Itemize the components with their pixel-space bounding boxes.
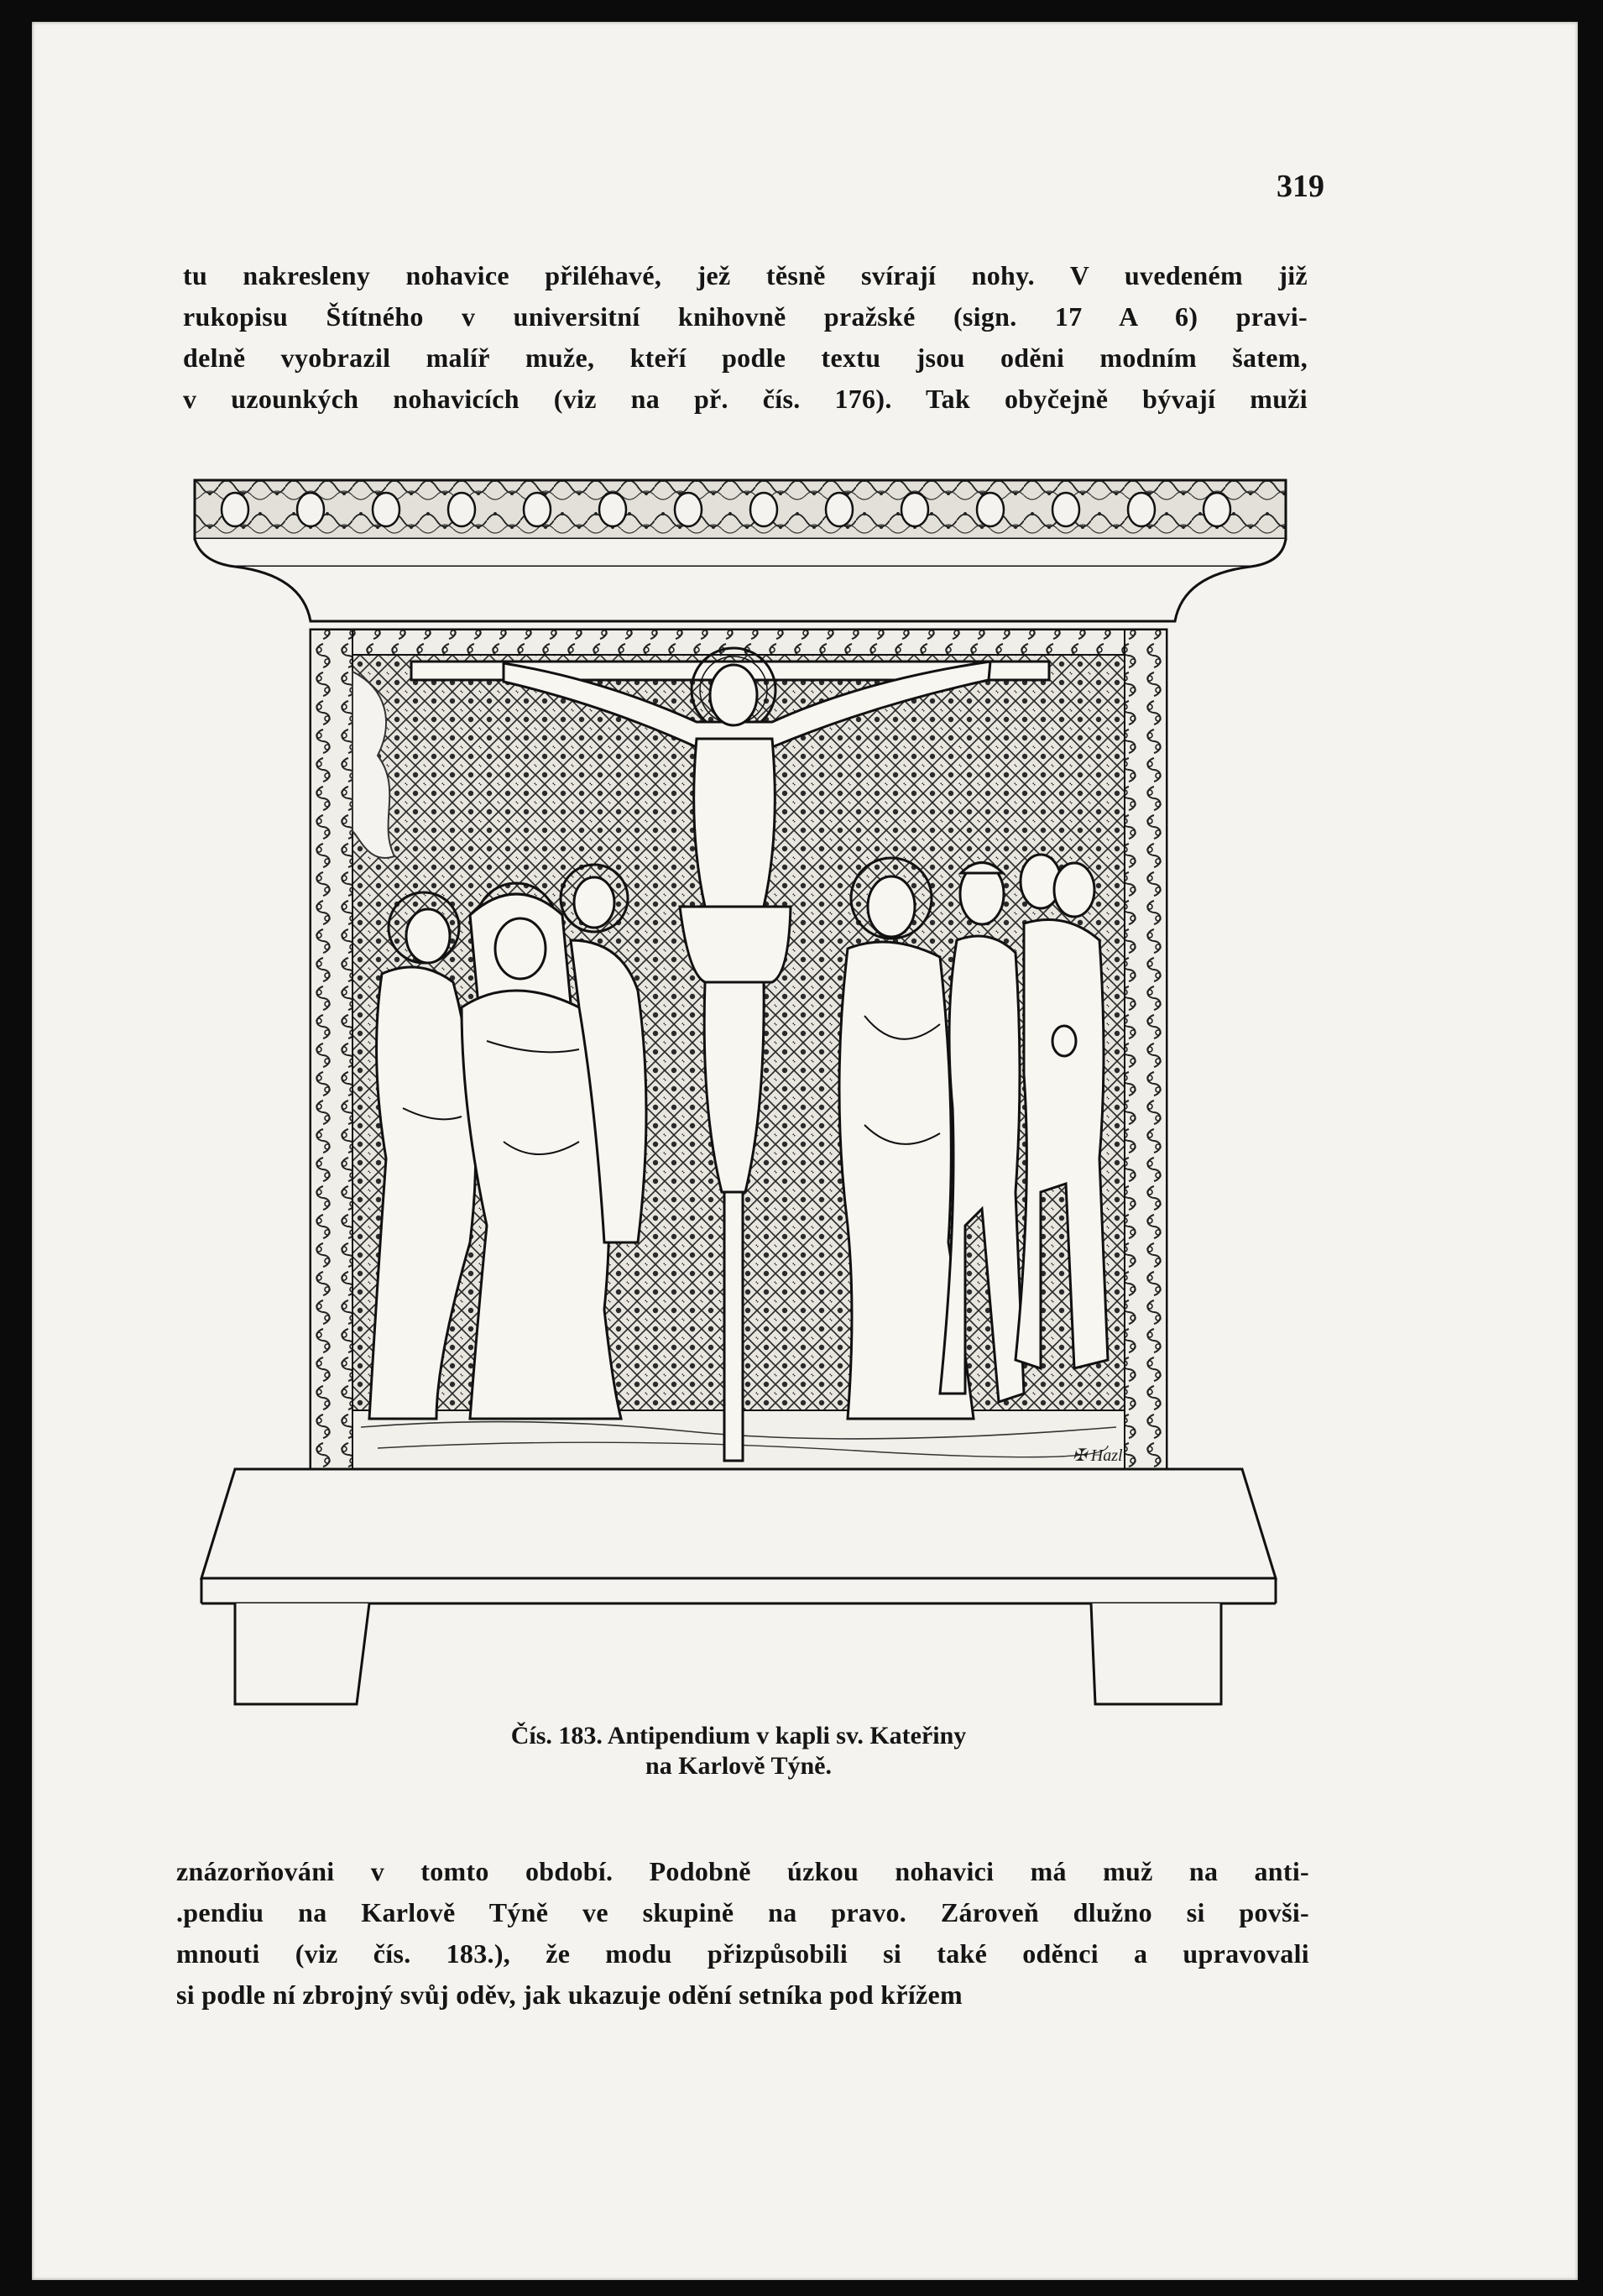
text-line: v uzounkých nohavicích (viz na př. čís. 176). Tak obyčejně bývají muži [183,384,1308,414]
altar-table [201,1469,1276,1704]
text-line: rukopisu Štítného v universitní knihovně pražské (sign. 17 A 6) pravi- [183,301,1308,332]
artist-signature: ✠ Hazl [1073,1446,1123,1465]
text-line: .pendiu na Karlově Týně ve skupině na pravo. Zároveň dlužno si povši- [176,1897,1309,1927]
cornice [195,480,1286,621]
paragraph-top [183,255,1308,420]
paragraph-bottom [176,1851,1309,2016]
text-line: si podle ní zbrojný svůj oděv, jak ukazuje odění setníka pod křížem [176,1980,963,2010]
text-line: mnouti (viz čís. 183.), že modu přizpůsobili si také oděnci a upravovali [176,1938,1309,1969]
text-line: znázorňováni v tomto období. Podobně úzkou nohavici má muž na anti- [176,1856,1309,1886]
women-group [369,865,646,1419]
antependium-illustration [185,470,1292,1788]
caption-line: Čís. 183. Antipendium v kapli sv. Kateřiny [510,1722,967,1749]
text-line: delně vyobrazil malíř muže, kteří podle textu jsou oděni modním šatem, [183,343,1308,373]
text-line: tu nakresleny nohavice přiléhavé, jež těsně svírají nohy. V uvedeném již [183,260,1308,290]
figure-caption [420,1721,1057,1781]
caption-line: na Karlově Týně. [645,1752,832,1780]
page-number: 319 [1277,169,1324,204]
